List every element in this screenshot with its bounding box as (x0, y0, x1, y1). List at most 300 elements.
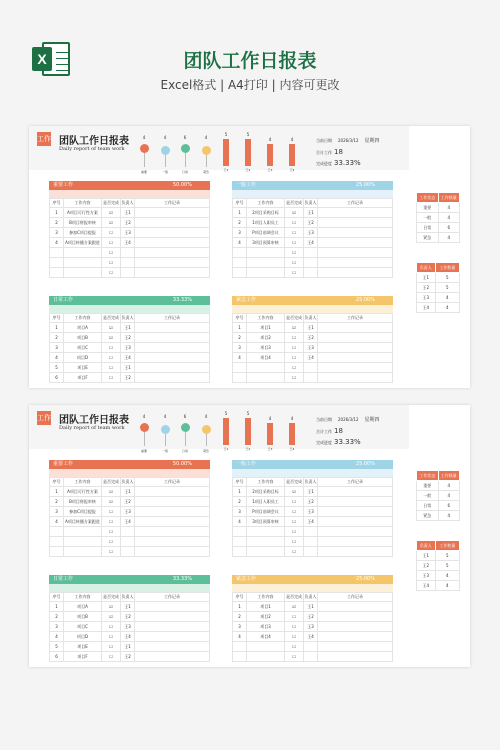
panel-name: 一般工作 (236, 182, 257, 188)
table-cell: ☐ (285, 333, 304, 343)
table-cell: 项目A (64, 323, 102, 333)
side-column-header: 工作数量 (435, 541, 459, 551)
table-cell: ☐ (285, 537, 304, 547)
table-cell: 2 (233, 333, 247, 343)
table-cell: ☐ (102, 228, 121, 238)
total-label: 合计工作 (316, 429, 332, 434)
table-cell: 参加C项目提报 (64, 507, 102, 517)
panel-header (49, 296, 210, 305)
data-table (49, 592, 210, 662)
column-header: 序号 (50, 199, 64, 208)
table-cell (135, 218, 210, 228)
table-cell (318, 363, 393, 373)
table-cell: 3 (233, 228, 247, 238)
table-row (50, 228, 210, 238)
table-cell: 项目2 (247, 612, 285, 622)
side-cell: 王2 (417, 283, 436, 293)
table-cell: ☐ (285, 353, 304, 363)
table-cell: 王4 (121, 632, 135, 642)
table-cell: ☐ (285, 507, 304, 517)
table-cell (135, 228, 210, 238)
panel-subbar (49, 305, 210, 313)
side-row (417, 571, 460, 581)
bar-value: 4 (268, 137, 272, 142)
table-cell: 项目B (64, 612, 102, 622)
data-table (232, 592, 393, 662)
side-column-header: 工作状态 (417, 471, 439, 481)
table-row (50, 323, 210, 333)
lollipop-label: 日常 (181, 170, 188, 174)
table-cell: 3 (233, 343, 247, 353)
lollipop-value: 4 (142, 135, 146, 140)
table-cell: 2项目采购目标 (247, 487, 285, 497)
table-cell: 3 (233, 622, 247, 632)
bar (267, 423, 273, 445)
table-cell (121, 258, 135, 268)
table-cell (304, 527, 318, 537)
table-cell (135, 537, 210, 547)
column-header: 是否完成 (102, 199, 121, 208)
table-cell (135, 622, 210, 632)
side-column-header: 工作数量 (435, 263, 459, 273)
table-cell: ☑ (285, 487, 304, 497)
bar-label: 王4 (289, 447, 295, 451)
date-value: 2026/3/12 (338, 417, 359, 422)
table-row (233, 622, 393, 632)
table-cell: 王1 (304, 487, 318, 497)
table-cell (247, 268, 285, 278)
table-cell: 3 (50, 228, 64, 238)
panel-name: 日常工作 (53, 297, 74, 303)
side-cell: 6 (438, 501, 460, 511)
column-header: 序号 (50, 314, 64, 323)
table-cell (247, 652, 285, 662)
table-cell: 1 (50, 487, 64, 497)
side-cell: 4 (435, 581, 459, 591)
date-info (316, 416, 380, 423)
side-cell: 王4 (417, 581, 436, 591)
table-cell: A项目转播方案跟进 (64, 238, 102, 248)
table-cell: 5 (50, 363, 64, 373)
panel-header (232, 575, 393, 584)
table-cell: 1 (50, 323, 64, 333)
lollipop-dot (202, 146, 211, 155)
table-cell (233, 373, 247, 383)
column-header: 序号 (233, 199, 247, 208)
table-header-row (233, 478, 393, 487)
panel-header (49, 460, 210, 469)
lollipop-value: 6 (183, 414, 187, 419)
date-value: 2026/3/12 (338, 138, 359, 143)
panel-percent: 50.00% (172, 182, 192, 188)
side-row (417, 293, 460, 303)
bar (289, 423, 295, 445)
table-cell: 参加C项目提报 (64, 228, 102, 238)
side-cell: 4 (435, 303, 459, 313)
table-cell: 项目4 (247, 353, 285, 363)
table-cell (121, 248, 135, 258)
table-cell: 王1 (304, 323, 318, 333)
side-table (416, 262, 460, 313)
side-row (417, 481, 460, 491)
table-cell: 王2 (121, 333, 135, 343)
side-cell: 4 (438, 491, 460, 501)
table-cell: 3 (50, 507, 64, 517)
table-row (50, 258, 210, 268)
table-cell: B项目财报审核 (64, 218, 102, 228)
table-cell (304, 537, 318, 547)
table-row (50, 248, 210, 258)
side-row (417, 273, 460, 283)
table-cell (304, 642, 318, 652)
table-cell (135, 373, 210, 383)
column-header: 工作内容 (247, 478, 285, 487)
bar (289, 144, 295, 166)
side-row (417, 511, 460, 521)
table-row (50, 612, 210, 622)
side-cell: 5 (435, 561, 459, 571)
table-cell: 项目E (64, 642, 102, 652)
table-cell (233, 527, 247, 537)
lollipop-dot (140, 144, 149, 153)
column-header: 是否完成 (102, 314, 121, 323)
table-cell: ☑ (102, 612, 121, 622)
table-cell: 项目1 (247, 323, 285, 333)
column-header: 是否完成 (285, 478, 304, 487)
table-cell (318, 507, 393, 517)
table-cell: B项目财报审核 (64, 497, 102, 507)
bar (223, 139, 229, 166)
table-cell: 项目F (64, 373, 102, 383)
table-row (50, 602, 210, 612)
panel-subbar (49, 469, 210, 477)
page-subtitle: Excel格式 | A4打印 | 内容可更改 (160, 78, 340, 92)
table-cell (135, 258, 210, 268)
table-cell: ☐ (102, 652, 121, 662)
table-cell: A项目可行性方案 (64, 208, 102, 218)
table-row (50, 363, 210, 373)
table-cell (233, 363, 247, 373)
side-cell: 王3 (417, 293, 436, 303)
side-table-status-2 (416, 470, 460, 521)
panel-name: 重要工作 (53, 461, 74, 467)
lollipop-label: 重要 (140, 170, 147, 174)
table-cell: 项目C (64, 622, 102, 632)
table-cell (318, 622, 393, 632)
table-cell (64, 248, 102, 258)
table-cell (318, 208, 393, 218)
side-row (417, 561, 460, 571)
side-cell: 王4 (417, 303, 436, 313)
table-row (233, 612, 393, 622)
table-row (50, 497, 210, 507)
table-header-row (50, 478, 210, 487)
table-cell (318, 497, 393, 507)
table-cell (247, 547, 285, 557)
table-cell (304, 363, 318, 373)
panel-subbar (232, 469, 393, 477)
side-cell: 5 (435, 551, 459, 561)
table-row (233, 353, 393, 363)
table-row (233, 363, 393, 373)
side-row (417, 581, 460, 591)
table-cell: 4 (233, 517, 247, 527)
table-row (233, 507, 393, 517)
task-panel (49, 181, 210, 278)
table-cell (304, 547, 318, 557)
panel-name: 一般工作 (236, 461, 257, 467)
panel-header (49, 181, 210, 190)
table-cell: 项目B (64, 333, 102, 343)
table-cell (64, 537, 102, 547)
table-cell: ☐ (285, 248, 304, 258)
lollipop-label: 一般 (161, 170, 168, 174)
table-header-row (233, 593, 393, 602)
table-cell: 1 (233, 602, 247, 612)
side-cell: 紧急 (417, 511, 439, 521)
table-cell: 4 (233, 353, 247, 363)
table-cell (233, 248, 247, 258)
table-cell (318, 258, 393, 268)
side-cell: 王1 (417, 551, 436, 561)
table-cell (318, 612, 393, 622)
data-table (49, 477, 210, 557)
lollipop-dot (202, 425, 211, 434)
rate-info (316, 438, 361, 446)
panel-name: 紧急工作 (236, 297, 257, 303)
table-cell: 项目1 (247, 602, 285, 612)
table-cell (135, 507, 210, 517)
side-cell: 紧急 (417, 233, 439, 243)
table-cell: 4 (50, 517, 64, 527)
table-cell: 4 (50, 632, 64, 642)
table-cell: 项目2 (247, 333, 285, 343)
table-cell: 4 (50, 238, 64, 248)
table-cell (318, 527, 393, 537)
column-header: 工作记录 (318, 314, 393, 323)
date-info (316, 137, 380, 144)
table-cell (135, 363, 210, 373)
table-cell: 1项目人职员工 (247, 218, 285, 228)
side-table-owner-1 (416, 262, 460, 313)
side-row (417, 491, 460, 501)
table-cell: 1 (50, 602, 64, 612)
table-cell: 王2 (121, 652, 135, 662)
lollipop-label: 日常 (181, 449, 188, 453)
table-row (50, 268, 210, 278)
bar-label: 王2 (245, 447, 251, 451)
column-header: 工作记录 (135, 593, 210, 602)
column-header: 序号 (50, 593, 64, 602)
side-cell: 重要 (417, 481, 439, 491)
table-cell: ☐ (285, 622, 304, 632)
table-cell (121, 537, 135, 547)
table-cell (135, 527, 210, 537)
table-row (233, 238, 393, 248)
excel-icon: X (32, 42, 70, 76)
column-header: 序号 (233, 314, 247, 323)
panel-subbar (49, 190, 210, 198)
lollipop-value: 4 (142, 414, 146, 419)
side-cell: 王1 (417, 273, 436, 283)
lollipop-stick (165, 434, 166, 446)
lollipop-label: 紧急 (202, 170, 209, 174)
table-cell: 王4 (121, 238, 135, 248)
table-cell (318, 537, 393, 547)
panel-header (49, 575, 210, 584)
table-cell: 3 (233, 507, 247, 517)
lollipop-value: 4 (204, 135, 208, 140)
table-cell (247, 258, 285, 268)
table-cell: 1 (233, 323, 247, 333)
panel-percent: 25.00% (355, 461, 375, 467)
table-header-row (233, 199, 393, 208)
table-row (50, 487, 210, 497)
column-header: 工作内容 (64, 314, 102, 323)
table-row (50, 353, 210, 363)
side-cell: 重要 (417, 203, 439, 213)
table-cell (135, 517, 210, 527)
table-cell (318, 373, 393, 383)
table-cell: ☐ (102, 642, 121, 652)
table-cell (318, 642, 393, 652)
table-row (50, 622, 210, 632)
side-column-header: 工作数量 (438, 471, 460, 481)
table-cell: ☐ (102, 517, 121, 527)
table-cell: ☐ (102, 343, 121, 353)
data-table (232, 198, 393, 278)
table-cell: 项目E (64, 363, 102, 373)
column-header: 工作内容 (64, 593, 102, 602)
table-cell: 王1 (121, 323, 135, 333)
table-row (233, 248, 393, 258)
table-cell: ☐ (285, 517, 304, 527)
bar-value: 4 (290, 416, 294, 421)
sheet-english-title: Daily report of team work (59, 425, 125, 431)
data-table (232, 313, 393, 383)
date-label: 当前日期 (316, 138, 332, 143)
table-row (233, 373, 393, 383)
panel-percent: 33.33% (172, 576, 192, 582)
column-header: 负责人 (304, 314, 318, 323)
table-cell (247, 537, 285, 547)
table-cell: 王4 (304, 353, 318, 363)
table-cell (318, 602, 393, 612)
table-cell (135, 642, 210, 652)
table-cell: 王4 (304, 517, 318, 527)
bar (245, 139, 251, 166)
table-cell: 王4 (121, 353, 135, 363)
total-value: 18 (334, 427, 343, 435)
column-header: 工作内容 (247, 314, 285, 323)
total-info (316, 427, 343, 435)
table-cell (233, 258, 247, 268)
total-value: 18 (334, 148, 343, 156)
table-row (233, 333, 393, 343)
table-cell: 6 (50, 373, 64, 383)
table-cell (121, 268, 135, 278)
bar-value: 5 (224, 411, 228, 416)
table-row (50, 333, 210, 343)
table-cell: ☐ (285, 238, 304, 248)
table-row (233, 258, 393, 268)
table-cell (135, 487, 210, 497)
lollipop-label: 一般 (161, 449, 168, 453)
table-cell: ☐ (285, 228, 304, 238)
column-header: 工作记录 (318, 199, 393, 208)
table-cell: 王1 (121, 363, 135, 373)
bar-label: 王4 (289, 168, 295, 172)
lollipop-dot (181, 423, 190, 432)
table-row (233, 323, 393, 333)
table-cell: ☐ (102, 547, 121, 557)
table-cell: ☑ (102, 602, 121, 612)
table-cell (233, 642, 247, 652)
table-cell (135, 333, 210, 343)
table-row (50, 507, 210, 517)
table-cell: 2 (233, 218, 247, 228)
bar (223, 418, 229, 445)
side-cell: 一般 (417, 491, 439, 501)
column-header: 负责人 (121, 593, 135, 602)
panel-subbar (232, 305, 393, 313)
table-cell: 3 (50, 343, 64, 353)
table-row (50, 208, 210, 218)
side-cell: 日常 (417, 223, 439, 233)
column-header: 工作内容 (247, 199, 285, 208)
table-cell: ☐ (285, 497, 304, 507)
table-cell: 1 (233, 487, 247, 497)
table-cell: 1 (233, 208, 247, 218)
table-cell: ☐ (102, 622, 121, 632)
table-cell (121, 547, 135, 557)
table-cell (318, 248, 393, 258)
task-panel (49, 296, 210, 383)
table-cell: ☑ (102, 208, 121, 218)
side-cell: 4 (435, 571, 459, 581)
table-cell: 王3 (304, 228, 318, 238)
table-cell (50, 268, 64, 278)
panel-percent: 25.00% (355, 576, 375, 582)
table-cell: 2 (50, 218, 64, 228)
table-row (233, 652, 393, 662)
table-row (233, 517, 393, 527)
lollipop-dot (140, 423, 149, 432)
side-row (417, 501, 460, 511)
side-cell: 4 (438, 481, 460, 491)
table-cell: 王1 (121, 208, 135, 218)
table-cell: ☐ (102, 537, 121, 547)
column-header: 负责人 (304, 593, 318, 602)
table-cell: 3项目预算审核 (247, 517, 285, 527)
table-cell (135, 652, 210, 662)
table-cell: 王1 (121, 602, 135, 612)
table-cell: ☐ (285, 632, 304, 642)
lollipop-stick (144, 153, 145, 167)
table-cell: 2 (233, 497, 247, 507)
side-row (417, 213, 460, 223)
task-panel (232, 460, 393, 557)
table-cell (304, 652, 318, 662)
lollipop-label: 紧急 (202, 449, 209, 453)
column-header: 是否完成 (102, 478, 121, 487)
lollipop-value: 4 (163, 135, 167, 140)
table-cell: 王1 (121, 487, 135, 497)
rate-label: 完成进度 (316, 440, 332, 445)
table-cell: 王4 (304, 632, 318, 642)
table-cell: ☑ (102, 497, 121, 507)
table-row (50, 652, 210, 662)
